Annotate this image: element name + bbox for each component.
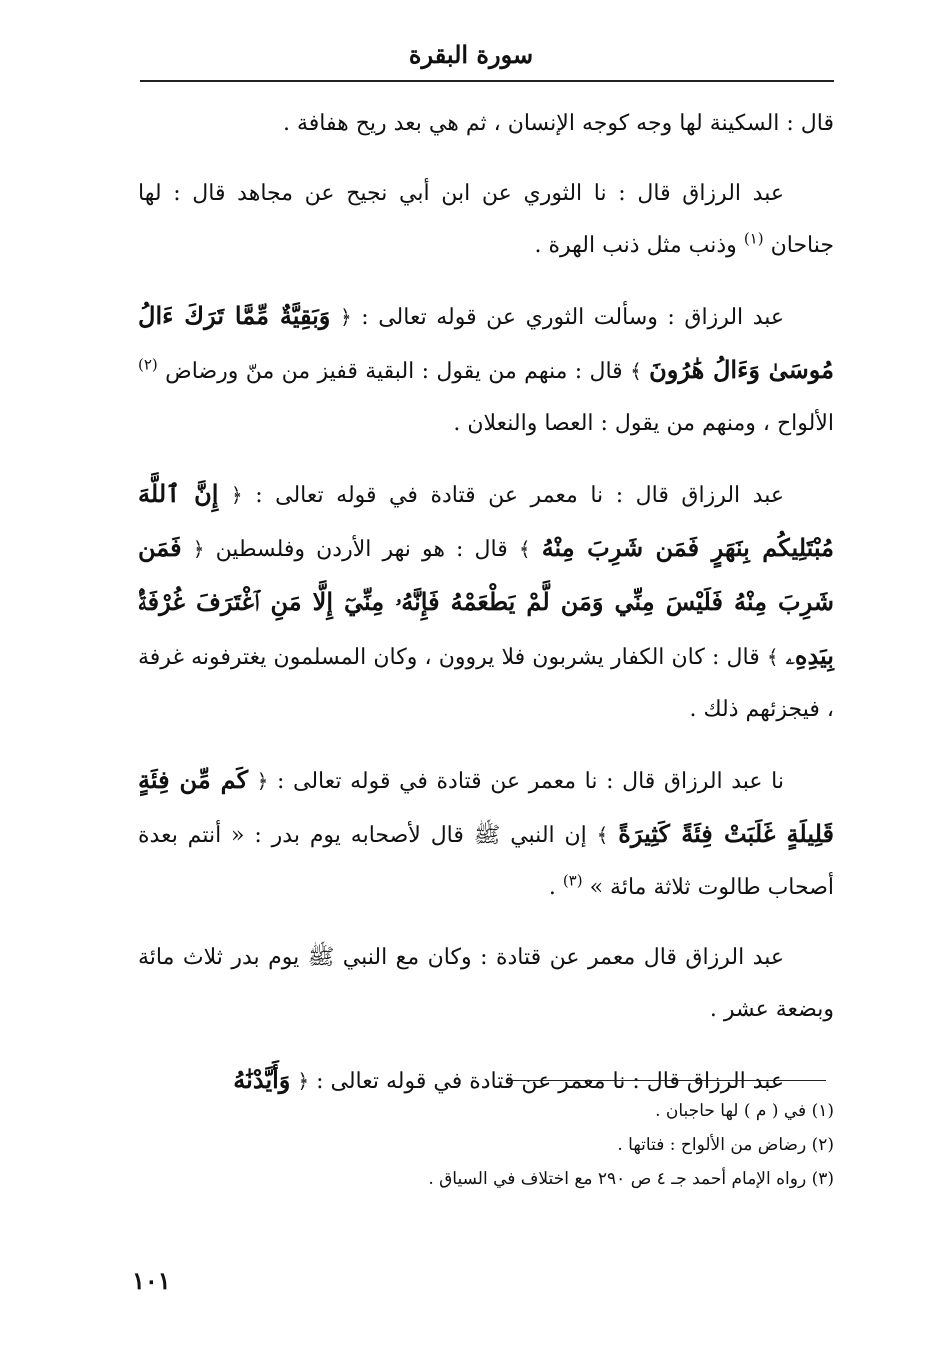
footnote-separator bbox=[506, 1080, 826, 1081]
footnote-3: (٣) رواه الإمام أحمد جـ ٤ ص ٢٩٠ مع اختلاف في السياق . bbox=[428, 1169, 834, 1189]
paragraph-3 bbox=[138, 290, 834, 450]
paragraph-5 bbox=[138, 754, 834, 914]
quran-verse: وَبَقِيَّةٌ مِّمَّا تَرَكَ ءَالُ مُوسَىٰ وَءَالُ هَٰرُونَ bbox=[138, 301, 835, 384]
quran-close-bracket: ﴾ bbox=[630, 359, 642, 383]
quran-close-bracket: ﴾ bbox=[766, 645, 779, 669]
paragraph-text: قال : السكينة لها وجه كوجه الإنسان ، ثم هي بعد ريح هفافة . bbox=[282, 111, 834, 136]
paragraph-text: عبد الرزاق : وسألت الثوري عن قوله تعالى : bbox=[361, 305, 785, 330]
footnote-ref-1[interactable]: (١) bbox=[743, 229, 764, 248]
running-header-title: سورة البقرة bbox=[408, 40, 534, 69]
paragraph-text: عبد الرزاق قال : نا الثوري عن ابن أبي نجيح عن مجاهد قال : لها جناحان bbox=[138, 181, 834, 258]
paragraph-text: نا عبد الرزاق قال : نا معمر عن قتادة في قوله تعالى : bbox=[276, 769, 784, 794]
quran-open-bracket: ﴿ bbox=[256, 769, 269, 793]
paragraph-text: إن النبي ﷺ قال لأصحابه يوم بدر : « أنتم بعدة أصحاب طالوت ثلاثة مائة » bbox=[138, 823, 834, 900]
page-body bbox=[138, 98, 834, 1126]
paragraph-text: عبد الرزاق قال : نا معمر عن قتادة في قوله تعالى : bbox=[316, 1069, 784, 1094]
footnote-2: (٢) رضاض من الألواح : فتاتها . bbox=[617, 1135, 834, 1155]
page-number: ١٠١ bbox=[132, 1266, 171, 1295]
quran-verse: كَم مِّن فِئَةٍ قَلِيلَةٍ غَلَبَتْ فِئَةً كَثِيرَةً bbox=[138, 765, 835, 848]
footnote-ref-3[interactable]: (٣) bbox=[562, 871, 583, 890]
footnote-1: (١) في ( م ) لها حاجبان . bbox=[655, 1101, 834, 1121]
paragraph-text: عبد الرزاق قال : نا معمر عن قتادة في قوله تعالى : bbox=[255, 483, 784, 508]
footnotes bbox=[138, 1094, 834, 1196]
quran-verse: وَأَيَّدْنَٰهُ bbox=[233, 1065, 291, 1094]
paragraph-4 bbox=[138, 468, 834, 736]
paragraph-text: قال : هو نهر الأردن وفلسطين bbox=[215, 537, 508, 562]
quran-open-bracket: ﴿ bbox=[230, 483, 243, 507]
paragraph-6 bbox=[138, 932, 834, 1036]
paragraph-text: . bbox=[548, 875, 556, 900]
paragraph-text: الألواح ، ومنهم من يقول : العصا والنعلان . bbox=[453, 411, 834, 436]
paragraph-text: قال : منهم من يقول : البقية قفيز من منّ ورضاض bbox=[165, 359, 623, 384]
header-rule bbox=[140, 80, 834, 82]
paragraph-text: قال : كان الكفار يشربون فلا يروون ، وكان المسلمون يغترفونه غرفة ، فيجزئهم ذلك . bbox=[138, 645, 834, 722]
paragraph-2 bbox=[138, 168, 834, 272]
quran-close-bracket: ﴾ bbox=[518, 537, 531, 561]
paragraph-1 bbox=[138, 98, 834, 150]
quran-open-bracket: ﴿ bbox=[339, 305, 352, 329]
paragraph-text: وذنب مثل ذنب الهرة . bbox=[534, 233, 737, 258]
quran-open-bracket: ﴿ bbox=[297, 1069, 310, 1093]
quran-open-bracket: ﴿ bbox=[192, 537, 205, 561]
quran-close-bracket: ﴾ bbox=[596, 823, 609, 847]
footnote-ref-2[interactable]: (٢) bbox=[138, 355, 158, 374]
paragraph-text: عبد الرزاق قال معمر عن قتادة : وكان مع النبي ﷺ يوم بدر ثلاث مائة وبضعة عشر . bbox=[138, 945, 834, 1022]
quran-verse: إِنَّ ٱللَّهَ مُبْتَلِيكُم بِنَهَرٍ فَمَن شَرِبَ مِنْهُ bbox=[138, 479, 835, 562]
quran-verse: فَمَن شَرِبَ مِنْهُ فَلَيْسَ مِنِّي وَمَن لَّمْ يَطْعَمْهُ فَإِنَّهُۥ مِنِّيٓ إِلَّا مَنِ ٱغْتَرَفَ غُرْفَةًۢ بِيَدِهِۦ bbox=[138, 533, 834, 670]
